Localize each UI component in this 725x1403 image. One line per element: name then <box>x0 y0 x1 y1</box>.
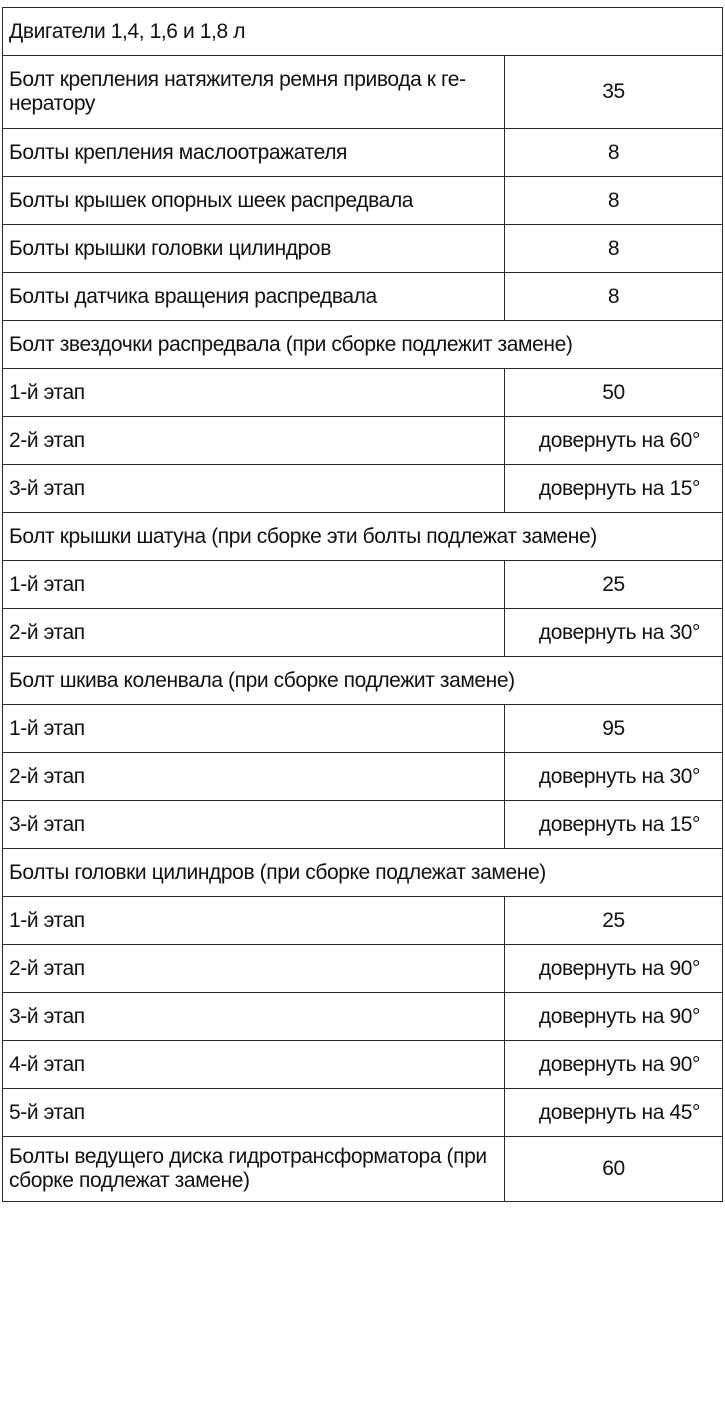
row-value: довернуть на 15° <box>505 465 723 513</box>
table-row <box>3 993 723 1041</box>
group-title: Болт шкива коленвала (при сборке подлежит замене) <box>3 657 723 705</box>
table-row <box>3 561 723 609</box>
row-name: Болты крепления маслоотражателя <box>3 129 505 177</box>
table-row <box>3 177 723 225</box>
row-name: 4-й этап <box>3 1041 505 1089</box>
row-name: 1-й этап <box>3 561 505 609</box>
row-value: довернуть на 15° <box>505 801 723 849</box>
row-name: 1-й этап <box>3 897 505 945</box>
row-name: Болт крепления натяжителя ремня привода к ге- нератору <box>3 56 505 129</box>
row-value: 8 <box>505 225 723 273</box>
row-name: 5-й этап <box>3 1089 505 1137</box>
group-title: Болт звездочки распредвала (при сборке подлежит замене) <box>3 321 723 369</box>
row-value: довернуть на 90° <box>505 945 723 993</box>
row-value: 25 <box>505 561 723 609</box>
table-row <box>3 417 723 465</box>
row-value: 8 <box>505 273 723 321</box>
table-row <box>3 1137 723 1202</box>
table-row <box>3 129 723 177</box>
row-name: 3-й этап <box>3 993 505 1041</box>
row-name: 3-й этап <box>3 465 505 513</box>
row-value: 8 <box>505 129 723 177</box>
row-value: 95 <box>505 705 723 753</box>
table-row <box>3 465 723 513</box>
table-row <box>3 1089 723 1137</box>
row-name: Болты крышки головки цилиндров <box>3 225 505 273</box>
row-value: довернуть на 90° <box>505 1041 723 1089</box>
row-name: Болты крышек опорных шеек распредвала <box>3 177 505 225</box>
row-name: 2-й этап <box>3 609 505 657</box>
group-title: Болты головки цилиндров (при сборке подлежат замене) <box>3 849 723 897</box>
row-value: 50 <box>505 369 723 417</box>
row-value: 25 <box>505 897 723 945</box>
row-name: 1-й этап <box>3 369 505 417</box>
table-row <box>3 225 723 273</box>
table-row <box>3 705 723 753</box>
row-name: 2-й этап <box>3 945 505 993</box>
table-row <box>3 273 723 321</box>
row-value: 60 <box>505 1137 723 1202</box>
table-header-row <box>3 8 723 56</box>
torque-table <box>2 7 723 1202</box>
row-value: довернуть на 45° <box>505 1089 723 1137</box>
table-row <box>3 753 723 801</box>
row-value: 8 <box>505 177 723 225</box>
row-value: довернуть на 90° <box>505 993 723 1041</box>
row-value: довернуть на 60° <box>505 417 723 465</box>
row-name: 1-й этап <box>3 705 505 753</box>
group-row <box>3 513 723 561</box>
group-row <box>3 849 723 897</box>
row-name: 3-й этап <box>3 801 505 849</box>
group-row <box>3 657 723 705</box>
table-row <box>3 56 723 129</box>
group-row <box>3 321 723 369</box>
row-value: 35 <box>505 56 723 129</box>
table-row <box>3 801 723 849</box>
row-value: довернуть на 30° <box>505 609 723 657</box>
table-row <box>3 609 723 657</box>
row-name: 2-й этап <box>3 753 505 801</box>
row-name: Болты ведущего диска гидротрансформатора (при сборке подлежат замене) <box>3 1137 505 1202</box>
row-value: довернуть на 30° <box>505 753 723 801</box>
table-row <box>3 945 723 993</box>
row-name: 2-й этап <box>3 417 505 465</box>
table-row <box>3 897 723 945</box>
row-name: Болты датчика вращения распредвала <box>3 273 505 321</box>
table-row <box>3 369 723 417</box>
group-title: Болт крышки шатуна (при сборке эти болты подлежат замене) <box>3 513 723 561</box>
table-header-cell: Двигатели 1,4, 1,6 и 1,8 л <box>3 8 723 56</box>
table-row <box>3 1041 723 1089</box>
